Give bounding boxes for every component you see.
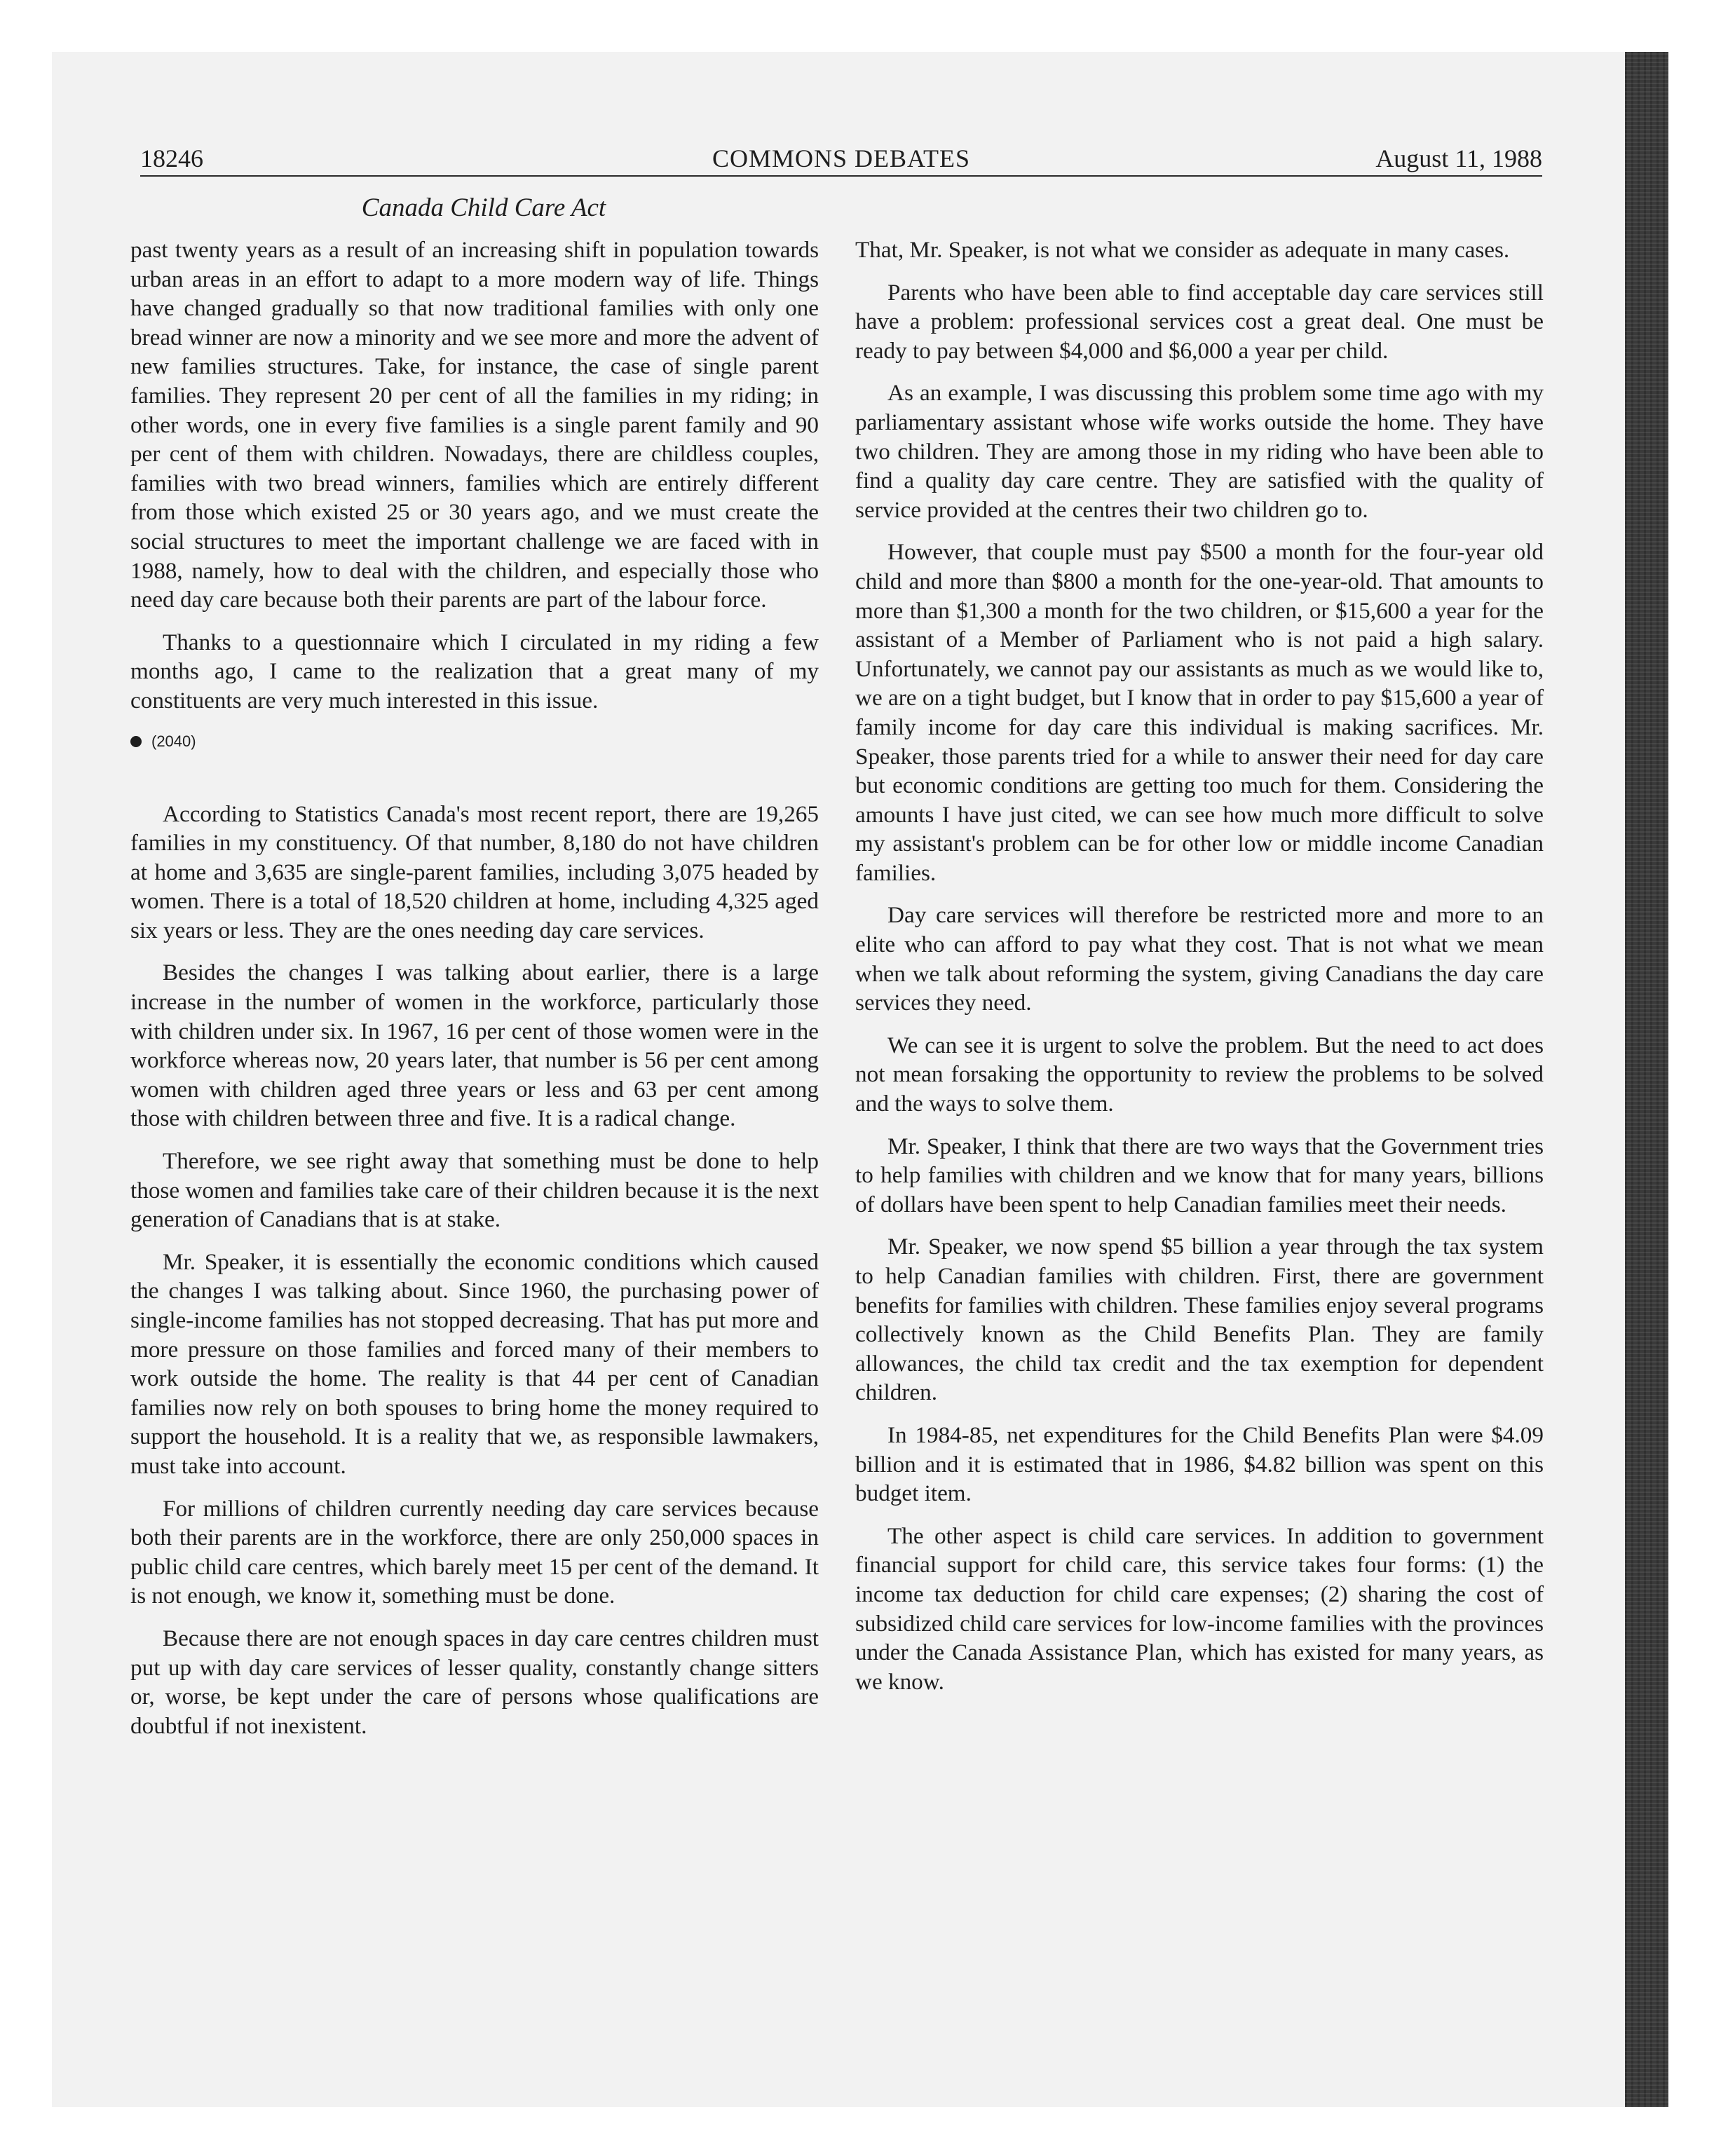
- publication-title: COMMONS DEBATES: [712, 144, 971, 172]
- left-column: [130, 236, 819, 1754]
- bullet-icon: [130, 736, 142, 747]
- paragraph: Therefore, we see right away that something must be done to help those women and families take care of their children because it is the next generation of Canadians that is at stake.: [130, 1148, 819, 1233]
- paragraph: Mr. Speaker, I think that there are two ways that the Government tries to help families with children and we know that for many years, billions of dollars have been spent to help Canadian families meet their needs.: [855, 1133, 1544, 1217]
- scan-binding-edge: [1625, 52, 1668, 2107]
- paragraph: In 1984-85, net expenditures for the Child Benefits Plan were $4.09 billion and it is estimated that in 1986, $4.82 billion was spent on this budget item.: [855, 1421, 1544, 1507]
- paragraph: The other aspect is child care services. In addition to government financial support for child care, this service takes four forms: (1) the income tax deduction for child care expenses; (2) sharing the cost of subsidized child care services for low-income families with the provinces under the Canada Assistance Plan, which has existed for many years, as we know.: [855, 1522, 1544, 1695]
- publication-date: August 11, 1988: [1375, 144, 1542, 172]
- paragraph: For millions of children currently needing day care services because both their parents are in the workforce, there are only 250,000 spaces in public child care centres, which barely meet 15 per cent of the demand. It is not enough, we know it, something must be done.: [130, 1495, 819, 1609]
- paragraph: As an example, I was discussing this problem some time ago with my parliamentary assistant whose wife works outside the home. They have two children. They are among those in my riding who have been able to find a quality day care centre. They are satisfied with the quality of service provided at the centres their two children go to.: [855, 380, 1544, 523]
- paragraph: Mr. Speaker, it is essentially the economic conditions which caused the changes I was talking about. Since 1960, the purchasing power of single-income families has not stopped decreasing. That has put more and more pressure on those families and forced many of their members to work outside the home. The reality is that 44 per cent of Canadian families now rely on both spouses to bring home the money required to support the household. It is a reality that we, as responsible lawmakers, must take into account.: [130, 1248, 819, 1479]
- paragraph: Parents who have been able to find acceptable day care services still have a problem: professional services cost a great deal. One must be ready to pay between $4,000 and $6,000 a year per child.: [855, 279, 1544, 364]
- page-number: 18246: [140, 144, 203, 172]
- paragraph: However, that couple must pay $500 a month for the four-year old child and more than $800 a month for the one-year-old. That amounts to more than $1,300 a month for the two children, or $15,600 a year for the assistant of a Member of Parliament who is not paid a high salary. Unfortunately, we cannot pay our assistants as much as we would like to, we are on a tight budget, but I know that in order to pay $15,600 a year of family income for day care this individual is making sacrifices. Mr. Speaker, those parents tried for a while to answer their need for day care but economic conditions are getting too much for them. Considering the amounts I have just cited, we can see how much more difficult to solve my assistant's problem can be for other low or middle income Canadian families.: [855, 539, 1544, 886]
- time-marker: [130, 731, 819, 752]
- header-rule: [140, 175, 1542, 177]
- paragraph: Thanks to a questionnaire which I circulated in my riding a few months ago, I came to the realization that a great many of my constituents are very much interested in this issue.: [130, 629, 819, 714]
- paragraph: That, Mr. Speaker, is not what we consider as adequate in many cases.: [855, 237, 1510, 263]
- paragraph: Besides the changes I was talking about earlier, there is a large increase in the number of women in the workforce, particularly those with children under six. In 1967, 16 per cent of those women were in the workforce whereas now, 20 years later, that number is 56 per cent among women with children aged three years or less and 63 per cent among those with children between three and five. It is a radical change.: [130, 960, 819, 1132]
- page-header: [140, 140, 1542, 177]
- paragraph: past twenty years as a result of an increasing shift in population towards urban areas in an effort to adapt to a more modern way of life. Things have changed gradually so that now traditional families with only one bread winner are now a minority and we see more and more the advent of new families structures. Take, for instance, the case of single parent families. They represent 20 per cent of all the families in my riding; in other words, one in every five families is a single parent family and 90 per cent of them with children. Nowadays, there are childless couples, families with two bread winners, families which are entirely different from those which existed 25 or 30 years ago, and we must create the social structures to meet the important challenge we are faced with in 1988, namely, how to deal with the children, and especially those who need day care because both their parents are part of the labour force.: [130, 237, 819, 613]
- time-marker-label: (2040): [151, 732, 196, 750]
- paragraph: Because there are not enough spaces in day care centres children must put up with day care services of lesser quality, constantly change sitters or, worse, be kept under the care of persons whose qualifications are doubtful if not inexistent.: [130, 1625, 819, 1739]
- paragraph: We can see it is urgent to solve the problem. But the need to act does not mean forsaking the opportunity to review the problems to be solved and the ways to solve them.: [855, 1032, 1544, 1117]
- paragraph: According to Statistics Canada's most recent report, there are 19,265 families in my constituency. Of that number, 8,180 do not have children at home and 3,635 are single-parent families, including 3,075 headed by women. There is a total of 18,520 children at home, including 4,325 aged six years or less. They are the ones needing day care services.: [130, 800, 819, 943]
- paragraph: Mr. Speaker, we now spend $5 billion a year through the tax system to help Canadian families with children. First, there are government benefits for families with children. These families enjoy several programs collectively known as the Child Benefits Plan. They are family allowances, the child tax credit and the tax exemption for dependent children.: [855, 1234, 1544, 1406]
- paragraph: Day care services will therefore be restricted more and more to an elite who can afford to pay what they cost. That is not what we mean when we talk about reforming the system, giving Canadians the day care services they need.: [855, 902, 1544, 1016]
- right-column: [855, 236, 1544, 1710]
- section-title: Canada Child Care Act: [361, 193, 606, 222]
